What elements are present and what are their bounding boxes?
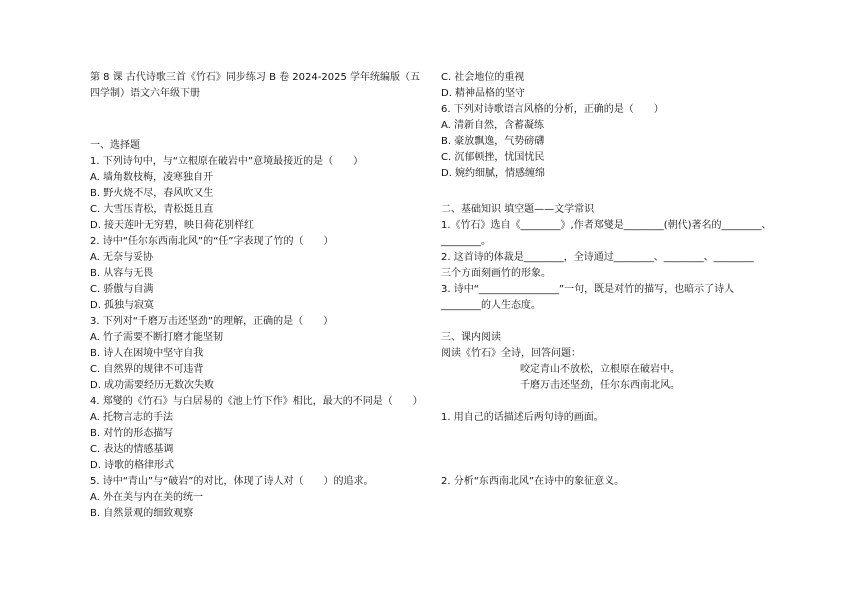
- question-6-option-b: B. 豪放飘逸，气势磅礴: [441, 136, 545, 147]
- reading-intro: 阅读《竹石》全诗，回答问题：: [441, 348, 581, 359]
- question-3-option-c: C. 自然界的规律不可违背: [90, 364, 204, 375]
- fill-question-3-line-2: ________的人生态度。: [441, 300, 541, 311]
- question-5-option-d: D. 精神品格的坚守: [441, 88, 526, 99]
- question-3-option-d: D. 成功需要经历无数次失败: [90, 380, 215, 391]
- fill-question-1-line-1: 1.《竹石》选自《________》,作者郑燮是________(朝代)著名的________、: [441, 220, 772, 231]
- reading-question-1: 1. 用自己的话描述后两句诗的画面。: [441, 412, 604, 423]
- question-2-stem: 2. 诗中“任尔东西南北风”的“任”字表现了竹的（ ）: [90, 236, 334, 247]
- fill-question-1-line-2: ________。: [441, 236, 491, 247]
- question-6-option-c: C. 沉郁顿挫，忧国忧民: [441, 152, 545, 163]
- question-1-option-a: A. 墙角数枝梅，凌寒独自开: [90, 172, 214, 183]
- question-2-option-d: D. 孤独与寂寞: [90, 300, 155, 311]
- fill-question-2-line-1: 2. 这首诗的体裁是________，全诗通过________、________、________: [441, 252, 754, 263]
- question-1-option-b: B. 野火烧不尽，春风吹又生: [90, 188, 214, 199]
- poem-line-1: 咬定青山不放松，立根原在破岩中。: [520, 364, 680, 375]
- question-5-option-a: A. 外在美与内在美的统一: [90, 492, 204, 503]
- question-4-option-b: B. 对竹的形态描写: [90, 428, 174, 439]
- question-6-option-a: A. 清新自然，含蓄凝练: [441, 120, 545, 131]
- section-3-heading: 三、课内阅读: [441, 332, 501, 343]
- poem-line-2: 千磨万击还坚劲，任尔东西南北风。: [520, 380, 680, 391]
- question-1-stem: 1. 下列诗句中，与“立根原在破岩中”意境最接近的是（ ）: [90, 156, 364, 167]
- document-title-line-2: 四学制）语文六年级下册: [90, 88, 200, 99]
- question-2-option-c: C. 骄傲与自满: [90, 284, 154, 295]
- question-6-stem: 6. 下列对诗歌语言风格的分析，正确的是（ ）: [441, 104, 664, 115]
- question-4-option-a: A. 托物言志的手法: [90, 412, 174, 423]
- section-2-heading: 二、基础知识 填空题——文学常识: [441, 204, 595, 215]
- question-5-option-c: C. 社会地位的重视: [441, 72, 525, 83]
- question-1-option-c: C. 大雪压青松，青松挺且直: [90, 204, 214, 215]
- question-4-stem: 4. 郑燮的《竹石》与白居易的《池上竹下作》相比，最大的不同是（ ）: [90, 396, 423, 407]
- fill-question-3-line-1: 3. 诗中“________________”一句，既是对竹的描写，也暗示了诗人: [441, 284, 735, 295]
- question-3-option-a: A. 竹子需要不断打磨才能坚韧: [90, 332, 224, 343]
- question-5-stem: 5. 诗中“青山”与“破岩”的对比，体现了诗人对（ ）的追求。: [90, 476, 374, 487]
- question-4-option-c: C. 表达的情感基调: [90, 444, 174, 455]
- question-4-option-d: D. 诗歌的格律形式: [90, 460, 175, 471]
- question-6-option-d: D. 婉约细腻，情感缠绵: [441, 168, 546, 179]
- question-2-option-a: A. 无奈与妥协: [90, 252, 154, 263]
- question-2-option-b: B. 从容与无畏: [90, 268, 154, 279]
- reading-question-2: 2. 分析“东西南北风”在诗中的象征意义。: [441, 476, 625, 487]
- fill-question-2-line-2: 三个方面刻画竹的形象。: [441, 268, 551, 279]
- question-3-option-b: B. 诗人在困境中坚守自我: [90, 348, 204, 359]
- section-1-heading: 一、选择题: [90, 140, 140, 151]
- question-3-stem: 3. 下列对“千磨万击还坚劲”的理解，正确的是（ ）: [90, 316, 334, 327]
- question-1-option-d: D. 接天莲叶无穷碧，映日荷花别样红: [90, 220, 255, 231]
- document-title-line-1: 第 8 课 古代诗歌三首《竹石》同步练习 B 卷 2024-2025 学年统编版（五: [90, 72, 420, 83]
- question-5-option-b: B. 自然景观的细致观察: [90, 508, 194, 519]
